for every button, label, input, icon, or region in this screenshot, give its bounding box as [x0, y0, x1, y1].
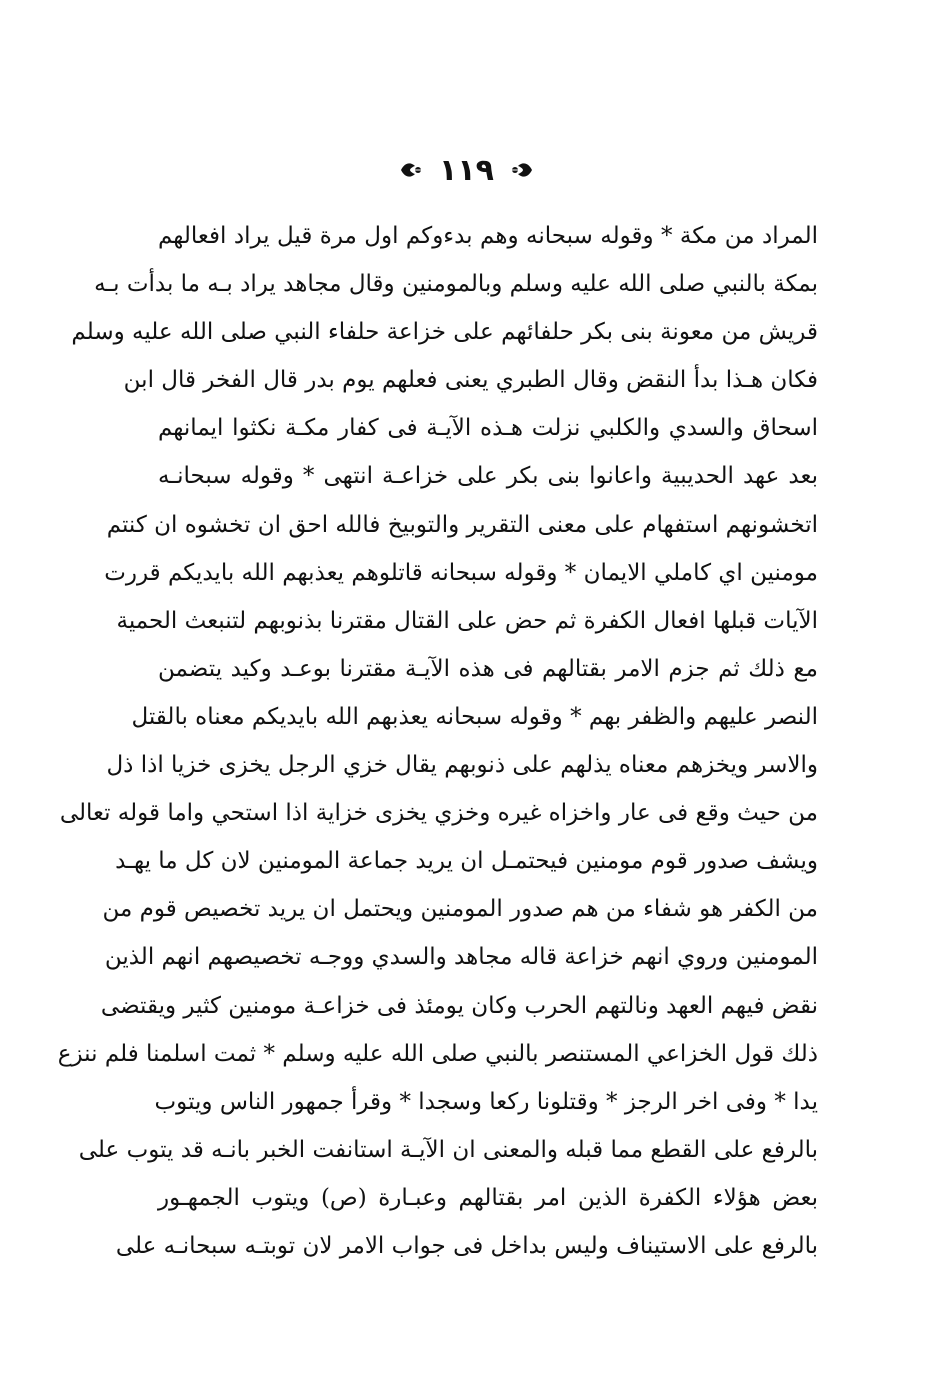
- text-line: الآيات قبلها افعال الكفرة ثم حض على القتال مقترنا بذنوبهم لتنبعث الحمية: [116, 607, 818, 634]
- text-line: قريش من معونة بنى بكر حلفائهم على خزاعة حلفاء النبي صلى الله عليه وسلم: [71, 319, 818, 346]
- text-line: بمكة بالنبي صلى الله عليه وسلم وبالمومنين وقال مجاهد يراد بـه ما بدأت بـه: [94, 271, 818, 298]
- text-line: يدا * وفى اخر الرجز * وقتلونا ركعا وسجدا * وقرأ جمهور الناس ويتوب: [154, 1088, 818, 1115]
- text-line: بالرفع على القطع مما قبله والمعنى ان الآيـة استانفت الخبر بانـه قد يتوب على: [78, 1136, 818, 1163]
- text-line: فكان هـذا بدأ النقض وقال الطبري يعنى فعلهم يوم بدر قال الفخر قال ابن: [123, 367, 818, 394]
- page-header: [0, 140, 933, 200]
- text-line: من حيث وقع فى عار واخزاه غيره وخزي يخزى خزاية اذا استحي واما قوله تعالى: [59, 800, 818, 827]
- text-line: مومنين اي كاملي الايمان * وقوله سبحانه قاتلوهم يعذبهم الله بايديكم قررت: [104, 559, 818, 586]
- floral-ornament-icon: [510, 157, 536, 183]
- text-line: المراد من مكة * وقوله سبحانه وهم بدءوكم اول مرة قيل يراد افعالهم: [158, 223, 818, 249]
- text-line: نقض فيهم العهد ونالتهم الحرب وكان يومئذ فى خزاعـة مومنين كثير ويقتضى: [100, 992, 818, 1019]
- text-line: اسحاق والسدي والكلبي نزلت هـذه الآيـة فى كفار مكـة نكثوا ايمانهم: [158, 415, 818, 442]
- text-line: والاسر ويخزهم معناه يذلهم على ذنوبهم يقال خزي الرجل يخزى خزيا اذا ذل: [106, 752, 818, 779]
- text-line: اتخشونهم استفهام على معنى التقرير والتوبيخ فالله احق ان تخشوه ان كنتم: [106, 511, 818, 538]
- page-number: ١١٩: [439, 152, 494, 188]
- floral-ornament-icon: [397, 157, 423, 183]
- body-text: [57, 212, 818, 1270]
- text-line: ويشف صدور قوم مومنين فيحتمـل ان يريد جماعة المومنين لان كل ما يهـد: [115, 848, 818, 875]
- text-line: النصر عليهم والظفر بهم * وقوله سبحانه يعذبهم الله بايديكم معناه بالقتل: [131, 703, 818, 730]
- text-line: مع ذلك ثم جزم الامر بقتالهم فى هذه الآيـة مقترنا بوعـد وكيد يتضمن: [158, 655, 818, 682]
- text-line: المومنين وروي انهم خزاعة قاله مجاهد والسدي ووجـه تخصيصهم انهم الذين: [104, 944, 818, 971]
- text-line: من الكفر هو شفاء من هم صدور المومنين ويحتمل ان يريد تخصيص قوم من: [102, 896, 818, 923]
- text-line: بعد عهد الحديبية واعانوا بنى بكر على خزاعـة انتهى * وقوله سبحانـه: [158, 463, 818, 490]
- text-line: بعض هؤلاء الكفرة الذين امر بقتالهم وعبـارة (ص) ويتوب الجمهـور: [158, 1184, 818, 1211]
- text-line: ذلك قول الخزاعي المستنصر بالنبي صلى الله عليه وسلم * ثمت اسلمنا فلم ننزع: [57, 1040, 818, 1067]
- text-line: بالرفع على الاستيناف وليس بداخل فى جواب الامر لان توبتـه سبحانـه على: [115, 1232, 818, 1259]
